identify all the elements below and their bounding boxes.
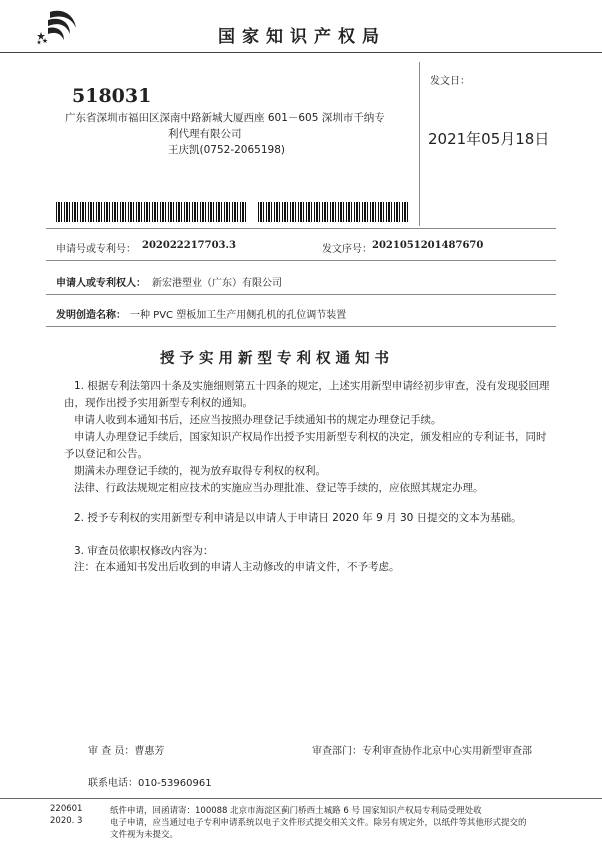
- footer-divider: [0, 798, 602, 799]
- barcode-left: [56, 202, 246, 222]
- paragraph-6: 2. 授予专利权的实用新型专利申请是以申请人于申请日 2020 年 9 月 30 日提交的文本为基础。: [74, 512, 522, 524]
- footer-line-3: 文件视为未提交。: [110, 830, 179, 840]
- doc-no-label: 发文序号：: [322, 244, 372, 255]
- examiner: 审 查 员：曹惠芳: [88, 746, 165, 757]
- field-divider-3: [46, 294, 556, 295]
- issue-date-label: 发文日：: [430, 76, 470, 87]
- paragraph-8: 注：在本通知书发出后收到的申请人主动修改的申请文件，不予考虑。: [74, 561, 400, 573]
- notice-title: 授予实用新型专利权通知书: [160, 351, 394, 367]
- paragraph-2: 申请人收到本通知书后，还应当按照办理登记手续通知书的规定办理登记手续。: [74, 414, 442, 426]
- app-no: 202022217703.3: [142, 240, 236, 251]
- app-no-label: 申请号或专利号：: [56, 244, 136, 255]
- issue-box-divider: [419, 62, 420, 226]
- contact-phone: 联系电话：010-53960961: [88, 778, 212, 789]
- field-divider-4: [46, 326, 556, 327]
- footer-line-2: 电子申请，应当通过电子专利申请系统以电子文件形式提交相关文件。除另有规定外，以纸件等其他形式提交的: [110, 818, 527, 828]
- address-line-2: 利代理有限公司: [168, 128, 242, 140]
- barcode-right: [258, 202, 410, 222]
- invention-label: 发明创造名称：: [56, 310, 126, 321]
- notice-body: [64, 378, 552, 497]
- postcode: 518031: [72, 85, 152, 107]
- doc-no: 2021051201487670: [372, 240, 484, 251]
- agency-name: 国家知识产权局: [218, 27, 386, 47]
- applicant-label: 申请人或专利权人：: [56, 278, 146, 289]
- paragraph-5: 法律、行政法规规定相应技术的实施应当办理批准、登记等手续的，应依照其规定办理。: [74, 482, 484, 494]
- field-divider-1: [46, 228, 556, 229]
- cnipa-logo: [36, 8, 78, 46]
- field-divider-2: [46, 260, 556, 261]
- issue-date: 2021年05月18日: [428, 130, 550, 148]
- paragraph-1: 1. 根据专利法第四十条及实施细则第五十四条的规定，上述实用新型申请经初步审查，没有发现驳回理由，现作出授予实用新型专利权的通知。: [64, 380, 550, 409]
- paragraph-4: 期满未办理登记手续的，视为放弃取得专利权的权利。: [74, 465, 326, 477]
- paragraph-7: 3. 审查员依职权修改内容为：: [74, 545, 214, 557]
- invention-title: 一种 PVC 塑板加工生产用侧孔机的孔位调节装置: [130, 310, 347, 321]
- recipient: 王庆凯(0752-2065198): [168, 144, 285, 156]
- department: 审查部门：专利审查协作北京中心实用新型审查部: [312, 746, 532, 757]
- form-code: 220601: [50, 804, 83, 814]
- footer-line-1: 纸件申请，回函请寄：100088 北京市海淀区蓟门桥西土城路 6 号 国家知识产权局专利局受理处收: [110, 806, 482, 816]
- form-version: 2020. 3: [50, 816, 83, 826]
- address-line-1: 广东省深圳市福田区深南中路新城大厦西座 601－605 深圳市千纳专: [65, 112, 385, 124]
- applicant: 新宏港塑业（广东）有限公司: [152, 278, 282, 289]
- header-divider: [0, 52, 602, 53]
- paragraph-3: 申请人办理登记手续后，国家知识产权局作出授予实用新型专利权的决定，颁发相应的专利证书，同时予以登记和公告。: [64, 431, 547, 460]
